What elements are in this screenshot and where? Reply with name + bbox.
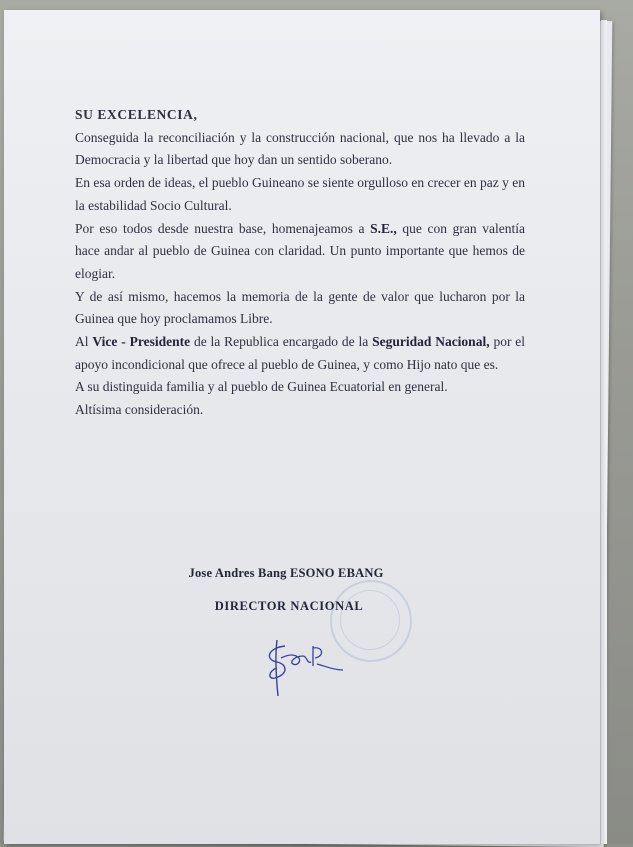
paragraph-3: Por eso todos desde nuestra base, homenajeamos a S.E., que con gran valentía hace andar al pueblo de Guinea con claridad. Un punto importante que hemos de elogiar. — [75, 220, 526, 281]
signer-title: DIRECTOR NACIONAL — [214, 599, 364, 613]
page-edge — [601, 20, 607, 844]
paragraph-1: Conseguida la reconciliación y la construcción nacional, que nos ha llevado a la Democracia y la libertad que hoy dan un sentido soberano. — [75, 129, 525, 168]
signature-block — [150, 566, 450, 614]
bold-seguridad-nacional: Seguridad Nacional, — [372, 334, 490, 350]
signer-name: Jose Andres Bang ESONO EBANG — [188, 566, 384, 580]
paragraph-6: A su distinguida familia y al pueblo de Guinea Ecuatorial en general. — [75, 379, 448, 395]
closing-line: Altísima consideración. — [75, 402, 204, 418]
salutation: SU EXCELENCIA, — [75, 107, 198, 122]
bold-se: S.E., — [370, 220, 397, 236]
bold-vice-presidente: Vice - Presidente — [92, 334, 191, 350]
handwritten-signature — [255, 636, 355, 698]
paragraph-2: En esa orden de ideas, el pueblo Guineano se siente orgulloso en crecer en paz y en la estabilidad Socio Cultural. — [75, 175, 525, 213]
paragraph-4: Y de así mismo, hacemos la memoria de la gente de valor que lucharon por la Guinea que hoy proclamamos Libre. — [75, 288, 525, 327]
paragraph-5: Al Vice - Presidente de la Republica encargado de la Seguridad Nacional, por el apoyo incondicional que ofrece al pueblo de Guinea, y como Hijo nato que es. — [75, 334, 526, 372]
letter-body — [75, 104, 525, 422]
